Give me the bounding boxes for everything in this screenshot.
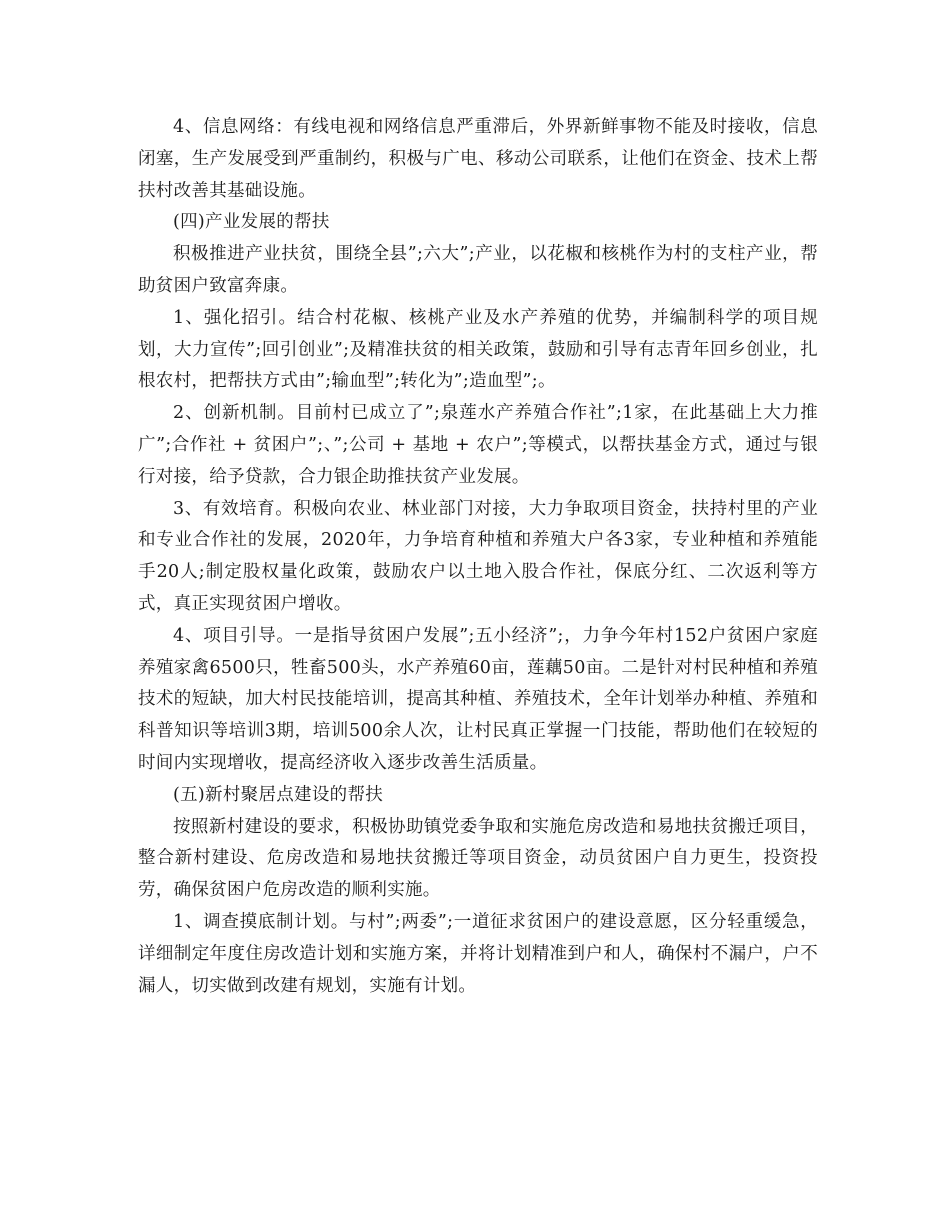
paragraph-new-village-intro: 按照新村建设的要求，积极协助镇党委争取和实施危房改造和易地扶贫搬迁项目，整合新村建设、危房改造和易地扶贫搬迁等项目资金，动员贫困户自力更生，投资投劳，确保贫困户危房改造的顺利实施。 [138, 816, 818, 901]
paragraph-industry-intro: 积极推进产业扶贫，围绕全县”;六大”;产业，以花椒和核桃作为村的支柱产业，帮助贫困户致富奔康。 [138, 244, 818, 296]
paragraph-info-network: 4、信息网络：有线电视和网络信息严重滞后，外界新鲜事物不能及时接收，信息闭塞，生产发展受到严重制约，积极与广电、移动公司联系，让他们在资金、技术上帮扶村改善其基础设施。 [138, 117, 818, 201]
document-body [138, 112, 818, 1002]
paragraph-recruitment: 1、强化招引。结合村花椒、核桃产业及水产养殖的优势，并编制科学的项目规划，大力宣传”;回引创业”;及精准扶贫的相关政策，鼓励和引导有志青年回乡创业，扎根农村，把帮扶方式由”;输血型”;转化为”;造血型”;。 [138, 307, 818, 392]
paragraph-project-guidance: 4、项目引导。一是指导贫困户发展”;五小经济”;，力争今年村152户贫困户家庭养殖家禽6500只，牲畜500头，水产养殖60亩，莲藕50亩。二是针对村民种植和养殖技术的短缺，加大村民技能培训，提高其种植、养殖技术，全年计划举办种植、养殖和科普知识等培训3期，培训500余人次，让村民真正掌握一门技能，帮助他们在较短的时间内实现增收，提高经济收入逐步改善生活质量。 [138, 625, 818, 773]
paragraph-survey-plan: 1、调查摸底制计划。与村”;两委”;一道征求贫困户的建设意愿，区分轻重缓急，详细制定年度住房改造计划和实施方案，并将计划精准到户和人，确保村不漏户，户不漏人，切实做到改建有规划，实施有计划。 [138, 911, 818, 996]
paragraph-cultivation: 3、有效培育。积极向农业、林业部门对接，大力争取项目资金，扶持村里的产业和专业合作社的发展，2020年，力争培育种植和养殖大户各3家，专业种植和养殖能手20人;制定股权量化政策，鼓励农户以土地入股合作社，保底分红、二次返利等方式，真正实现贫困户增收。 [138, 498, 818, 614]
section-heading-new-village: (五)新村聚居点建设的帮扶 [173, 784, 384, 805]
paragraph-innovation: 2、创新机制。目前村已成立了”;泉莲水产养殖合作社”;1家，在此基础上大力推广”;合作社 + 贫困户”;、”;公司 + 基地 + 农户”;等模式，以帮扶基金方式，通过与银行对接，给予贷款，合力银企助推扶贫产业发展。 [138, 403, 818, 487]
section-heading-industry: (四)产业发展的帮扶 [173, 212, 330, 233]
